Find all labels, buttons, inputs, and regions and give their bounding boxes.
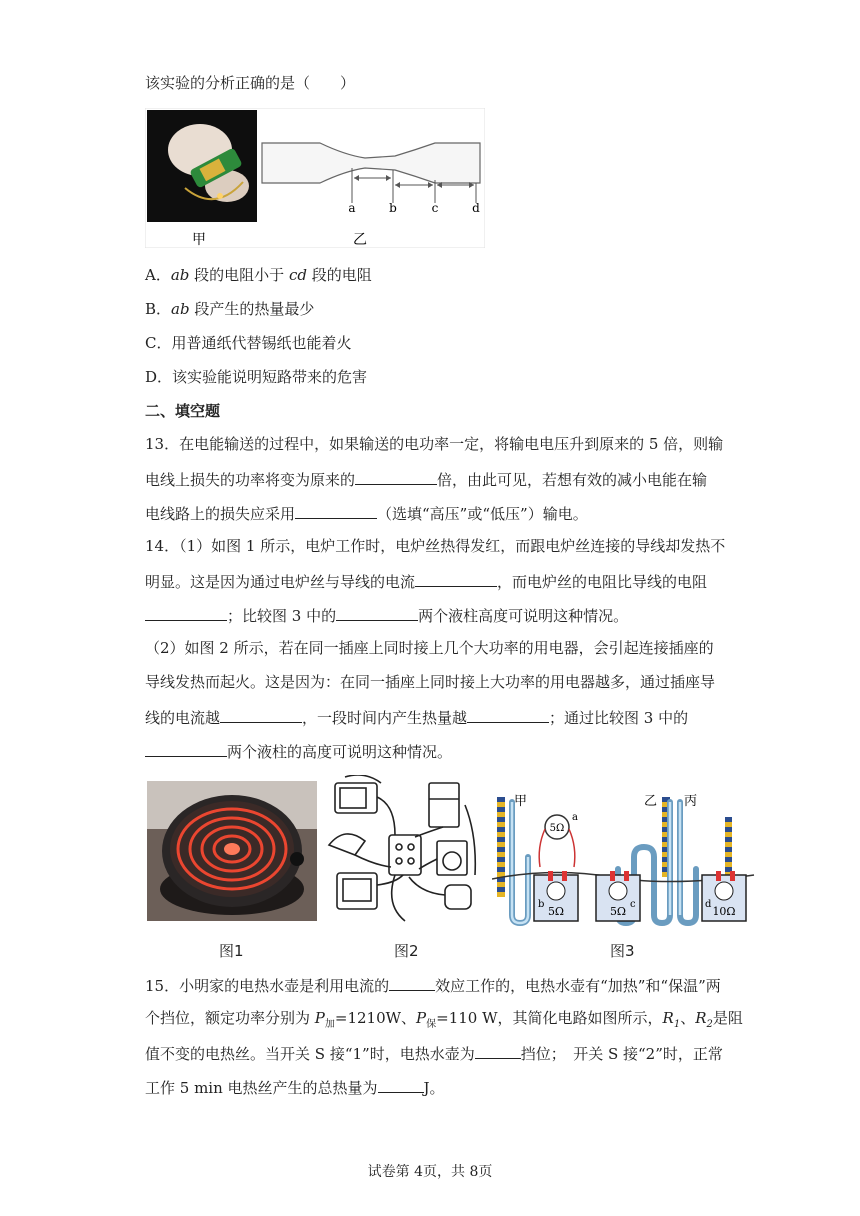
answer-blank[interactable]	[295, 502, 377, 519]
option-d[interactable]: D．该实验能说明短路带来的危害	[145, 368, 368, 386]
q14-line7: 两个液柱的高度可说明这种情况。	[145, 740, 452, 762]
q15-line2: 个挡位，额定功率分别为 $P_加=1210W$、$P_保=110$ W，其简化电路如图所示，$R_1$、$R_2$是阻	[145, 1009, 743, 1030]
figure-3-caption: 图3	[610, 942, 635, 960]
answer-blank[interactable]	[336, 604, 418, 621]
option-c[interactable]: C．用普通纸代替锡纸也能着火	[145, 334, 352, 352]
q13-line3: 电线路上的损失应采用 （选填“高压”或“低压”）输电。	[145, 502, 588, 524]
figure-2-caption: 图2	[394, 942, 419, 960]
tube-label-bing: 丙	[684, 794, 698, 809]
answer-blank[interactable]	[145, 740, 227, 757]
point-label-c: c	[630, 899, 636, 910]
q13-line2: 电线上损失的功率将变为原来的 倍，由此可见，若想有效的减小电能在输	[145, 468, 707, 490]
answer-blank[interactable]	[389, 974, 435, 991]
resistor-a-value: 5Ω	[549, 823, 565, 834]
point-b: b	[389, 201, 397, 215]
tube-label-yi: 乙	[644, 794, 658, 809]
q14-line4: （2）如图 2 所示，若在同一插座上同时接上几个大功率的用电器，会引起连接插座的	[145, 639, 714, 657]
point-c: c	[431, 201, 439, 215]
figure-1-stove-photo	[147, 781, 317, 921]
point-d: d	[472, 201, 480, 215]
figure-3-u-tube-apparatus	[492, 787, 757, 932]
label-yi: 乙	[353, 232, 367, 248]
resistor-d-value: 10Ω	[712, 905, 736, 918]
section-heading: 二、填空题	[145, 402, 221, 420]
point-label-d: d	[705, 899, 712, 910]
answer-blank[interactable]	[378, 1076, 424, 1093]
q14-line2: 明显。这是因为通过电炉丝与导线的电流 ，而电炉丝的电阻比导线的电阻	[145, 570, 707, 592]
option-b[interactable]: B．ab 段产生的热量最少	[145, 300, 315, 318]
q14-line3: ；比较图 3 中的 两个液柱高度可说明这种情况。	[145, 604, 628, 626]
q14-line5: 导线发热而起火。这是因为：在同一插座上同时接上大功率的用电器越多，通过插座导	[145, 673, 716, 691]
figure-1-caption: 图1	[219, 942, 244, 960]
point-label-a: a	[572, 812, 578, 823]
figure-2-appliances-diagram	[325, 775, 485, 925]
q14-line6: 线的电流越 ，一段时间内产生热量越 ；通过比较图 3 中的	[145, 706, 688, 728]
answer-blank[interactable]	[415, 570, 497, 587]
answer-blank[interactable]	[467, 706, 549, 723]
point-a: a	[348, 201, 356, 215]
point-label-b: b	[538, 899, 545, 910]
page-footer: 试卷第 4页，共 8页	[367, 1164, 493, 1180]
resistor-c-value: 5Ω	[609, 905, 627, 918]
label-jia: 甲	[192, 232, 206, 248]
q13-line1: 13．在电能输送的过程中，如果输送的电功率一定，将输电电压升到原来的 5 倍，则输	[145, 435, 724, 453]
figure-tinfoil	[145, 108, 485, 248]
answer-blank[interactable]	[220, 706, 302, 723]
answer-blank[interactable]	[475, 1042, 521, 1059]
q15-line1: 15．小明家的电热水壶是利用电流的 效应工作的，电热水壶有“加热”和“保温”两	[145, 974, 721, 996]
q15-line4: 工作 5 min 电热丝产生的总热量为 J。	[145, 1076, 445, 1098]
option-a[interactable]: A．ab 段的电阻小于 cd 段的电阻	[145, 266, 372, 284]
question-stem: 该实验的分析正确的是（ ）	[145, 74, 356, 92]
photo-battery-tinfoil	[147, 110, 257, 222]
q14-line1: 14．（1）如图 1 所示，电炉工作时，电炉丝热得发红，而跟电炉丝连接的导线却发热不	[145, 537, 726, 555]
answer-blank[interactable]	[145, 604, 227, 621]
resistor-b-value: 5Ω	[547, 905, 565, 918]
tube-label-jia: 甲	[514, 794, 528, 809]
q15-line3: 值不变的电热丝。当开关 S 接“1”时，电热水壶为 挡位； 开关 S 接“2”时，正常	[145, 1042, 723, 1064]
answer-blank[interactable]	[355, 468, 437, 485]
